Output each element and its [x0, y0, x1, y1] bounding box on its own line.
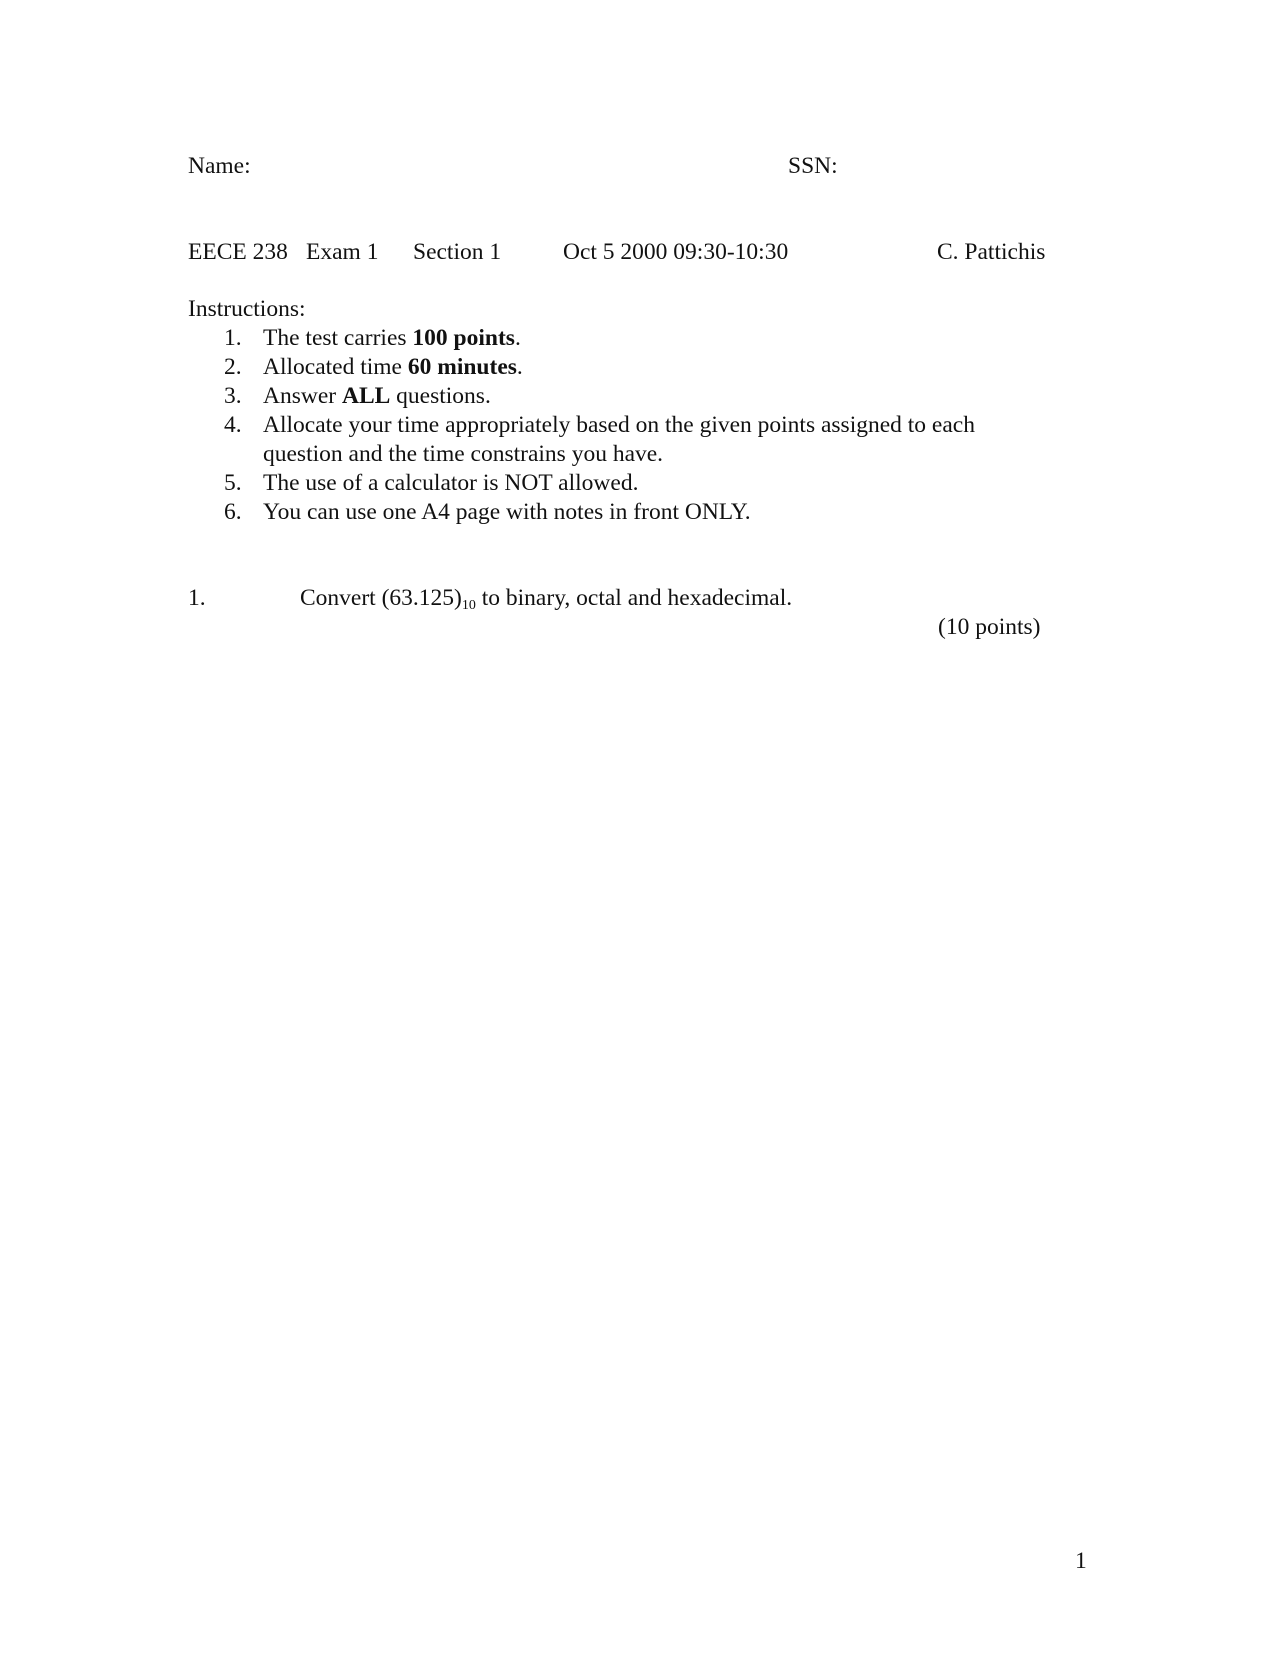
instructions-heading: Instructions:: [188, 296, 306, 322]
ssn-label: SSN:: [788, 153, 838, 179]
instruction-item: Allocate your time appropriately based on the given points assigned to each: [263, 412, 975, 438]
number-base-subscript: 10: [461, 598, 476, 613]
instruction-item: You can use one A4 page with notes in front ONLY.: [263, 499, 751, 525]
instruction-item: [263, 327, 521, 351]
list-number: 5.: [224, 470, 242, 496]
instruction-emphasis: 100 points: [412, 325, 515, 351]
list-number: 3.: [224, 383, 242, 409]
question-text-part: to binary, octal and hexadecimal.: [475, 585, 793, 611]
instruction-text: questions.: [390, 383, 491, 409]
course-code: EECE 238: [188, 239, 288, 265]
page-number: 1: [1075, 1548, 1087, 1574]
list-number: 6.: [224, 499, 242, 525]
question-points: (10 points): [938, 614, 1041, 640]
instruction-item: [263, 356, 523, 380]
exam-title: Exam 1: [306, 239, 379, 265]
instruction-text: .: [514, 325, 521, 351]
name-label: Name:: [188, 153, 251, 179]
instruction-emphasis: ALL: [341, 383, 391, 409]
section-label: Section 1: [413, 239, 502, 265]
instruction-emphasis: 60 minutes: [407, 354, 517, 380]
instruction-item: [263, 385, 491, 409]
instruction-text: The test carries: [263, 325, 413, 351]
question-text: [300, 587, 792, 611]
exam-date-time: Oct 5 2000 09:30-10:30: [563, 239, 789, 265]
instruction-text: Allocated time: [263, 354, 408, 380]
instruction-text: .: [516, 354, 523, 380]
instructor-name: C. Pattichis: [937, 239, 1046, 265]
question-text-part: Convert (63.125): [300, 585, 462, 611]
question-number: 1.: [188, 585, 206, 611]
instruction-item: The use of a calculator is NOT allowed.: [263, 470, 639, 496]
list-number: 1.: [224, 325, 242, 351]
instruction-item-continuation: question and the time constrains you have.: [263, 441, 664, 467]
list-number: 2.: [224, 354, 242, 380]
instruction-text: Answer: [263, 383, 342, 409]
list-number: 4.: [224, 412, 242, 438]
